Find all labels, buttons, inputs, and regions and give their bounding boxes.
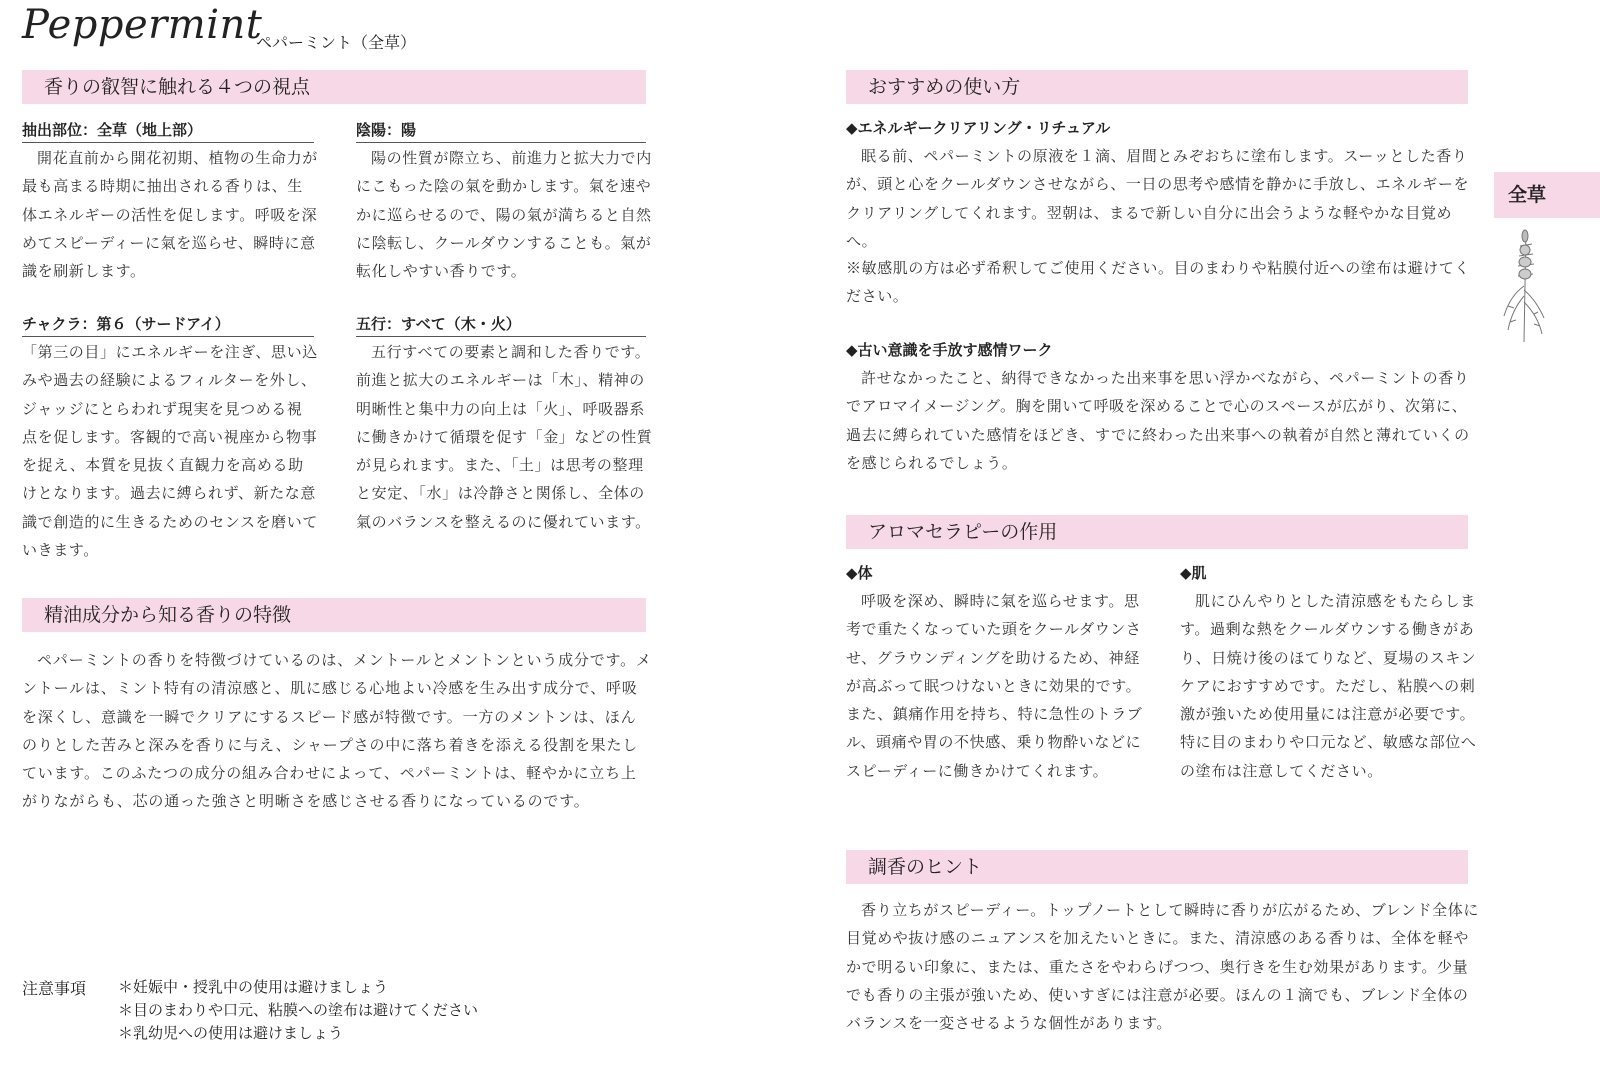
paragraph-blend: 香り立ちがスピーディー。トップノートとして瞬時に香りが広がるため、ブレンド全体に目覚めや抜け感のニュアンスを加えたいときに。また、清涼感のある香りは、全体を軽やかで明るい印象に、または、重たさをやわらげつつ、奥行きを生む効果があります。少量でも香りの主張が強いため、使いすぎには注意が必要。ほんの１滴でも、ブレンド全体のバランスを一変させるような個性があります。 <box>846 901 1479 1033</box>
section-heading-components: 精油成分から知る香りの特徴 <box>22 598 646 632</box>
subheading-body: ◆体 <box>846 564 873 582</box>
section-heading-aromatherapy: アロマセラピーの作用 <box>846 515 1468 549</box>
section-heading-blend: 調香のヒント <box>846 850 1468 884</box>
paragraph-ritual-note: ※敏感肌の方は必ず希釈してご使用ください。目のまわりや粘膜付近への塗布は避けてください。 <box>846 259 1471 306</box>
paragraph-extraction: 開花直前から開花初期、植物の生命力が最も高まる時期に抽出される香りは、生体エネルギーの活性を促します。呼吸を深めてスピーディーに氣を巡らせ、瞬時に意識を刷新します。 <box>22 149 318 281</box>
note-item: ＊妊娠中・授乳中の使用は避けましょう <box>118 978 389 996</box>
paragraph-yinyang: 陽の性質が際立ち、前進力と拡大力で内にこもった陰の氣を動かします。氣を速やかに巡らせるので、陽の氣が満ちると自然に陰転し、クールダウンすることも。氣が転化しやすい香りです。 <box>356 149 652 281</box>
notes-list <box>118 976 478 1045</box>
side-tab-label: 全草 <box>1494 172 1600 218</box>
paragraph-emotion-work: 許せなかったこと、納得できなかった出来事を思い浮かべながら、ペパーミントの香りでアロマイメージング。胸を開いて呼吸を深めることで心のスペースが広がり、次第に、過去に縛られていた感情をほどき、すでに終わった出来事への執着が自然と薄れていくのを感じられるでしょう。 <box>846 369 1470 472</box>
section-heading-four-views: 香りの叡智に触れる４つの視点 <box>22 70 646 104</box>
paragraph-components: ペパーミントの香りを特徴づけているのは、メントールとメントンという成分です。メントールは、ミント特有の清涼感と、肌に感じる心地よい冷感を生み出す成分で、呼吸を深くし、意識を一瞬でクリアにするスピード感が特徴です。一方のメントンは、ほんのりとした苦みと深みを香りに与え、シャープさの中に落ち着きを添える役割を果たしています。このふたつの成分の組み合わせによって、ペパーミントは、軽やかに立ち上がりながらも、芯の通った強さと明晰さを感じさせる香りになっているのです。 <box>22 651 652 811</box>
paragraph-skin: 肌にひんやりとした清涼感をもたらします。過剰な熱をクールダウンする働きがあり、日焼け後のほてりなど、夏場のスキンケアにおすすめです。ただし、粘膜への刺激が強いため使用量には注意が必要です。特に目のまわりや口元など、敏感な部位への塗布は注意してください。 <box>1180 592 1477 780</box>
paragraph-ritual: 眠る前、ペパーミントの原液を１滴、眉間とみぞおちに塗布します。スーッとした香りが、頭と心をクールダウンさせながら、一日の思考や感情を静かに手放し、エネルギーをクリアリングしてくれます。翌朝は、まるで新しい自分に出会うような軽やかな目覚めへ。 <box>846 147 1470 250</box>
title-japanese: ペパーミント（全草） <box>256 33 417 52</box>
subheading-extraction: 抽出部位：全草（地上部） <box>22 120 314 143</box>
subheading-emotion-work: ◆古い意識を手放す感情ワーク <box>846 341 1053 359</box>
section-heading-usage: おすすめの使い方 <box>846 70 1468 104</box>
title-script: Peppermint <box>22 2 263 48</box>
lavender-illustration-icon <box>1500 226 1550 344</box>
notes-label: 注意事項 <box>22 979 87 998</box>
paragraph-five-elements: 五行すべての要素と調和した香りです。前進と拡大のエネルギーは「木」、精神の明晰性と集中力の向上は「火」、呼吸器系に働きかけて循環を促す「金」などの性質が見られます。また、「土」は思考の整理と安定、「水」は冷静さと関係し、全体の氣のバランスを整えるのに優れています。 <box>356 343 653 531</box>
paragraph-chakra: 「第三の目」にエネルギーを注ぎ、思い込みや過去の経験によるフィルターを外し、ジャッジにとらわれず現実を見つめる視点を促します。客観的で高い視座から物事を捉え、本質を見抜く直観力を高める助けとなります。過去に縛られず、新たな意識で創造的に生きるためのセンスを磨いていきます。 <box>22 343 318 560</box>
paragraph-body: 呼吸を深め、瞬時に氣を巡らせます。思考で重たくなっていた頭をクールダウンさせ、グラウンディングを助けるため、神経が高ぶって眠つけないときに効果的です。また、鎮痛作用を持ち、特に急性のトラブル、頭痛や胃の不快感、乗り物酔いなどにスピーディーに働きかけてくれます。 <box>846 592 1143 780</box>
note-item: ＊乳幼児への使用は避けましょう <box>118 1024 344 1042</box>
subheading-five-elements: 五行：すべて（木・火） <box>356 314 646 337</box>
note-item: ＊目のまわりや口元、粘膜への塗布は避けてください <box>118 1001 479 1019</box>
subheading-skin: ◆肌 <box>1180 564 1207 582</box>
subheading-chakra: チャクラ：第６（サードアイ） <box>22 314 314 337</box>
subheading-ritual: ◆エネルギークリアリング・リチュアル <box>846 119 1111 137</box>
subheading-yinyang: 陰陽：陽 <box>356 120 646 143</box>
